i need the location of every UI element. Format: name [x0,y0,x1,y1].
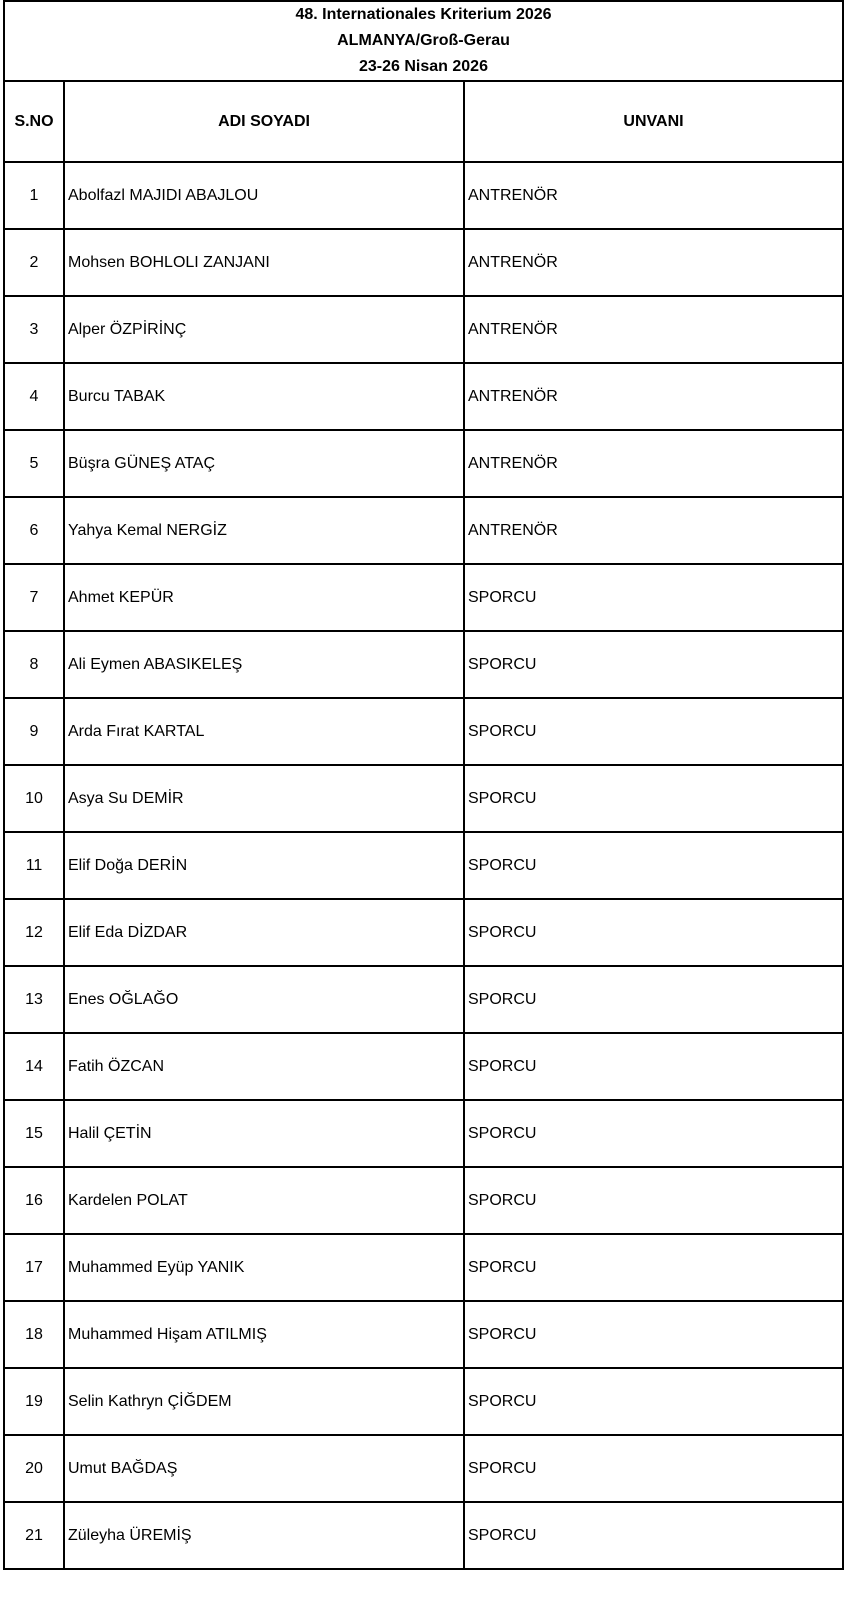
row-title: ANTRENÖR [464,229,843,296]
column-header-title: UNVANI [464,81,843,162]
table-row [4,497,843,564]
row-full-name: Ahmet KEPÜR [64,564,464,631]
table-row [4,698,843,765]
row-full-name: Züleyha ÜREMİŞ [64,1502,464,1569]
row-number: 7 [4,564,64,631]
row-title: ANTRENÖR [464,162,843,229]
row-title: ANTRENÖR [464,497,843,564]
row-title: SPORCU [464,631,843,698]
row-number: 11 [4,832,64,899]
row-title: SPORCU [464,1167,843,1234]
row-title: ANTRENÖR [464,363,843,430]
table-row [4,229,843,296]
row-number: 5 [4,430,64,497]
row-full-name: Muhammed Hişam ATILMIŞ [64,1301,464,1368]
event-location: ALMANYA/Groß-Gerau [337,32,510,49]
row-full-name: Alper ÖZPİRİNÇ [64,296,464,363]
row-full-name: Yahya Kemal NERGİZ [64,497,464,564]
row-full-name: Elif Doğa DERİN [64,832,464,899]
row-full-name: Kardelen POLAT [64,1167,464,1234]
row-number: 15 [4,1100,64,1167]
table-row [4,1100,843,1167]
table-row [4,363,843,430]
row-number: 3 [4,296,64,363]
column-header-no: S.NO [4,81,64,162]
row-title: SPORCU [464,1301,843,1368]
table-row [4,1234,843,1301]
row-number: 10 [4,765,64,832]
row-full-name: Elif Eda DİZDAR [64,899,464,966]
row-full-name: Muhammed Eyüp YANIK [64,1234,464,1301]
row-full-name: Ali Eymen ABASIKELEŞ [64,631,464,698]
table-row [4,966,843,1033]
table-row [4,430,843,497]
table-row [4,564,843,631]
table-row [4,296,843,363]
table-row [4,1502,843,1569]
row-number: 4 [4,363,64,430]
table-row [4,631,843,698]
table-row [4,899,843,966]
title-row [4,1,843,81]
row-number: 20 [4,1435,64,1502]
row-number: 21 [4,1502,64,1569]
row-title: SPORCU [464,899,843,966]
participant-table [3,0,844,1570]
table-row [4,1368,843,1435]
row-number: 16 [4,1167,64,1234]
row-title: SPORCU [464,1435,843,1502]
row-title: ANTRENÖR [464,430,843,497]
row-number: 13 [4,966,64,1033]
row-number: 17 [4,1234,64,1301]
row-full-name: Asya Su DEMİR [64,765,464,832]
row-full-name: Burcu TABAK [64,363,464,430]
row-number: 6 [4,497,64,564]
column-header-row [4,81,843,162]
row-title: SPORCU [464,765,843,832]
table-row [4,1435,843,1502]
row-title: SPORCU [464,698,843,765]
row-full-name: Büşra GÜNEŞ ATAÇ [64,430,464,497]
event-header [4,1,843,81]
row-full-name: Abolfazl MAJIDI ABAJLOU [64,162,464,229]
row-title: SPORCU [464,966,843,1033]
row-number: 18 [4,1301,64,1368]
row-number: 14 [4,1033,64,1100]
table-row [4,162,843,229]
row-title: SPORCU [464,1100,843,1167]
row-title: SPORCU [464,1234,843,1301]
row-title: SPORCU [464,564,843,631]
column-header-name: ADI SOYADI [64,81,464,162]
row-number: 1 [4,162,64,229]
row-number: 9 [4,698,64,765]
row-number: 2 [4,229,64,296]
row-full-name: Selin Kathryn ÇİĞDEM [64,1368,464,1435]
table-row [4,1167,843,1234]
row-number: 12 [4,899,64,966]
table-row [4,1033,843,1100]
row-full-name: Fatih ÖZCAN [64,1033,464,1100]
event-dates: 23-26 Nisan 2026 [359,58,488,75]
row-title: SPORCU [464,832,843,899]
table-row [4,765,843,832]
participant-rows [4,162,843,1569]
row-full-name: Enes OĞLAĞO [64,966,464,1033]
row-full-name: Mohsen BOHLOLI ZANJANI [64,229,464,296]
row-title: SPORCU [464,1502,843,1569]
table-row [4,1301,843,1368]
row-full-name: Arda Fırat KARTAL [64,698,464,765]
row-number: 8 [4,631,64,698]
participant-sheet [3,0,844,1570]
row-title: ANTRENÖR [464,296,843,363]
table-row [4,832,843,899]
row-number: 19 [4,1368,64,1435]
row-full-name: Umut BAĞDAŞ [64,1435,464,1502]
row-full-name: Halil ÇETİN [64,1100,464,1167]
row-title: SPORCU [464,1368,843,1435]
row-title: SPORCU [464,1033,843,1100]
event-name: 48. Internationales Kriterium 2026 [295,6,552,23]
